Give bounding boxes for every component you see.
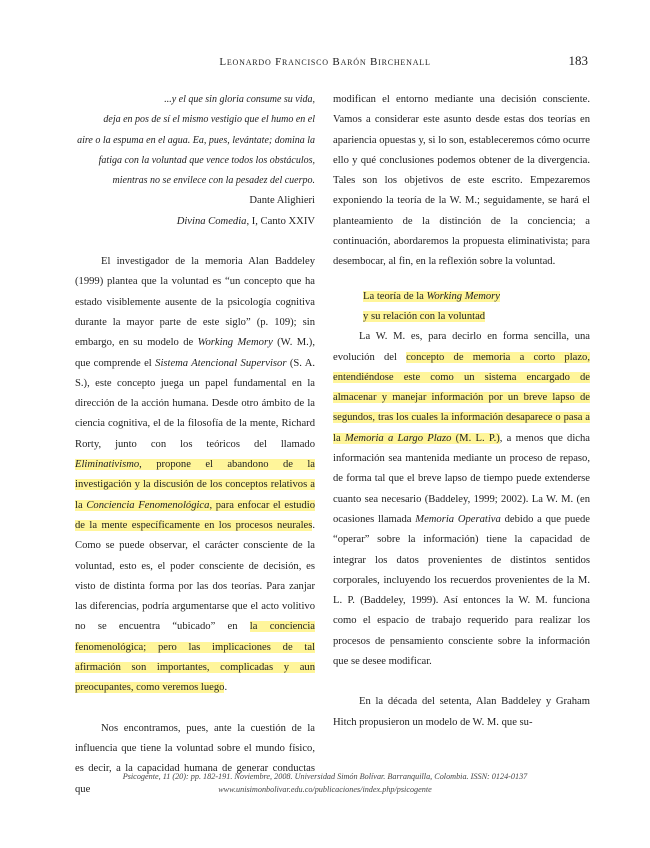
highlight: la conciencia fenomenológica; pero las implicaciones de tal afirmación son importantes, complicadas y aun preocupantes, como veremos luego — [75, 621, 315, 694]
text-run: La W. M. es, para decirlo en forma sencilla, una evolución del — [333, 331, 590, 363]
paragraph — [75, 252, 315, 699]
highlight — [363, 291, 500, 302]
heading-text: La teoría de la — [363, 290, 427, 302]
text-run-italic: Eliminativismo — [75, 459, 140, 471]
highlight — [75, 459, 315, 531]
text-run: El investigador de la memoria Alan Baddeley (1999) plantea que la voluntad es “un concepto que ha estado visiblemente ausente de la psicología cognitiva durante la mayor parte de este siglo” (p. 109); sin embargo, en su modelo de — [75, 256, 315, 349]
footer-citation: Psicogente, 11 (20): pp. 182-191. Noviembre, 2008. Universidad Simón Bolívar. Barranquilla, Colombia. ISSN: 0124-0137 — [122, 772, 528, 781]
epigraph-line: mientras no se envilece con la pesadez del cuerpo. — [112, 175, 315, 187]
page-number: 183 — [568, 53, 588, 68]
text-run: debido a que puede “operar” sobre la información) tiene la capacidad de integrar los datos provenientes de distintos sentidos corporales, incluyendo los recuerdos provenientes de la M. L. P. (Baddeley, 1999). Así entonces la W. M. funciona como el espacio de trabajo requerido para realizar los procesos de pensamiento consciente sobre la información que se desee modificar. — [333, 513, 590, 668]
epigraph-line: deja en pos de sí el mismo vestigio que el humo en el — [103, 114, 315, 126]
text-run: (W. M.), que comprende el — [75, 337, 315, 369]
paragraph: En la década del setenta, Alan Baddeley y Graham Hitch propusieron un modelo de W. M. que su- — [333, 696, 590, 728]
text-run: . Como se puede observar, el carácter consciente de la voluntad, esto es, el poder consciente de decisión, es visto de distinta forma por las dos teorías. Para zanjar las diferencias, podría argumentarse que el acto volitivo no se encuentra “ubicado” en — [75, 519, 315, 633]
highlight: y su relación con la voluntad — [363, 310, 486, 322]
text-run-italic: Memoria a Largo Plazo — [344, 432, 452, 444]
text-run-italic: Working Memory — [197, 337, 273, 349]
paragraph — [333, 327, 590, 672]
text-run: concepto de memoria a corto plazo, entendiéndose este como un sistema encargado de almacenar y manejar información por un breve lapso de segundos, tras los cuales la información desaparece o pasa a la — [333, 351, 590, 444]
epigraph-line: fatiga con la voluntad que vence todos los obstáculos, — [98, 154, 315, 166]
paragraph: Nos encontramos, pues, ante la cuestión de la influencia que tiene la voluntad sobre el mundo físico, es decir, a la capacidad humana de generar conductas que — [75, 722, 315, 795]
text-run: (M. L. P.) — [451, 432, 500, 444]
running-header-author: Leonardo Francisco Barón Birchenall — [219, 56, 431, 68]
left-column — [75, 90, 315, 800]
paragraph: modifican el entorno mediante una decisión consciente. Vamos a considerar este asunto desde estas dos teorías en apariencia opuestas y, si lo son, estableceremos cómo ocurre ello y qué conclusiones podemos obtener de la divergencia. Tales son los objetivos de este escrito. Empezaremos exponiendo la teoría de la W. M.; seguidamente, se hará el planteamiento de la distinción de la conciencia; a continuación, abordaremos la propuesta eliminativista; para desembocar, al fin, en la reflexión sobre la voluntad. — [333, 94, 590, 268]
epigraph-work-rest: , I, Canto XXIV — [246, 215, 315, 227]
epigraph-source — [75, 212, 315, 232]
highlight — [333, 352, 590, 444]
text-run-italic: Conciencia Fenomenológica — [86, 499, 210, 511]
section-heading — [363, 287, 590, 328]
text-run-italic: Memoria Operativa — [415, 513, 501, 525]
page-footer — [0, 770, 650, 796]
text-run-italic: Sistema Atencional Supervisor — [155, 357, 287, 369]
right-column — [333, 90, 590, 733]
epigraph-line: aire o la espuma en el agua. Ea, pues, levántate; domina la — [77, 134, 315, 146]
text-run: , a menos que dicha información sea mantenida mediante un proceso de repaso, de forma tal que el breve lapso de tiempo puede extenderse cuanto sea necesario (Baddeley, 1999; 2002). La W. M. (en ocasiones llamada — [333, 432, 590, 525]
epigraph — [75, 90, 315, 191]
text-run: . — [224, 682, 228, 694]
epigraph-author: Dante Alighieri — [249, 195, 315, 207]
heading-text-italic: Working Memory — [426, 290, 500, 302]
footer-url: www.unisimonbolivar.edu.co/publicaciones/index.php/psicogente — [218, 785, 432, 794]
epigraph-work-title: Divina Comedia — [176, 215, 247, 227]
epigraph-line: ...y el que sin gloria consume su vida, — [164, 94, 315, 105]
text-run: , para enfocar el estudio de la mente específicamente en los procesos neurales — [75, 499, 315, 531]
text-run: (S. A. S.), este concepto juega un papel fundamental en la dirección de la acción humana. Desde otro ámbito de la ciencia cognitiva, el de la filosofía de la mente, Richard Rorty, junto con los teóricos del llamado — [75, 357, 315, 450]
text-run: , propone el abandono de la investigación y la discusión de los conceptos relativos a la — [75, 459, 315, 511]
